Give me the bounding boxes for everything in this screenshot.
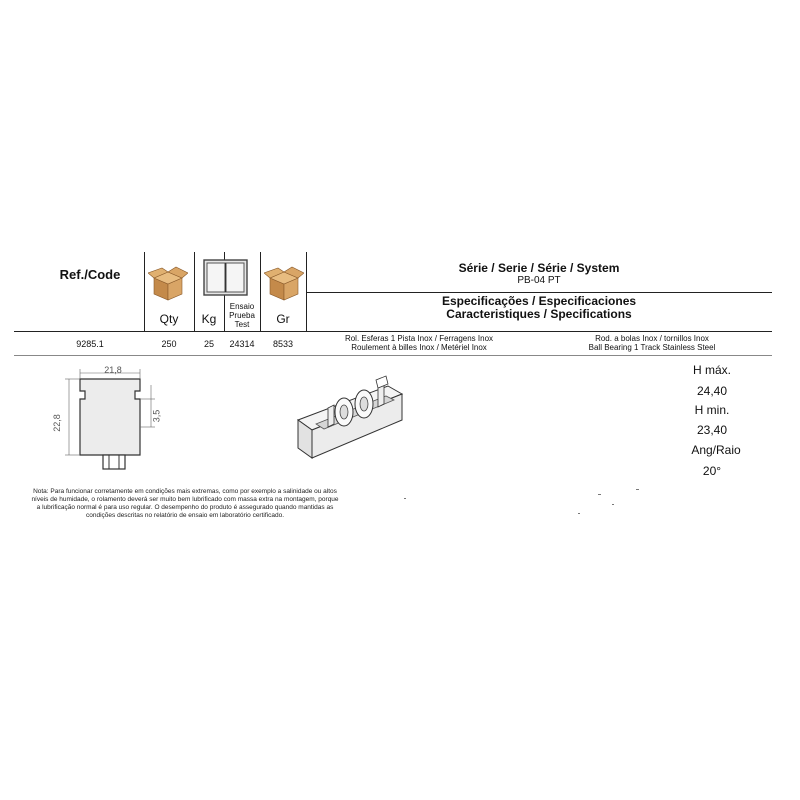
h-min-label: H min.	[694, 403, 730, 417]
divider	[306, 292, 772, 293]
ref-code-header: Ref./Code	[59, 267, 121, 282]
scan-dot	[612, 504, 614, 505]
row-spec-left-2: Roulement à billes Inox / Metériel Inox	[351, 343, 487, 352]
kg-header: Kg	[201, 312, 217, 326]
scan-dot	[404, 498, 406, 499]
box-icon	[264, 264, 304, 302]
spec-header-line1: Especificações / Especificaciones	[441, 294, 637, 308]
ang-value: 20°	[702, 464, 722, 478]
footnote-line: Nota: Para funcionar corretamente em condições mais extremas, como por exemplo a salinidade ou altos	[33, 488, 337, 495]
row-kg: 25	[203, 339, 214, 349]
row-qty: 250	[161, 339, 177, 349]
divider	[14, 331, 772, 332]
offset-dimension: 3,5	[151, 409, 162, 423]
footnote-line: níveis de humidade, o rolamento deverá ser muito bem lubrificado com massa extra na montagem, porque	[31, 496, 339, 503]
footnote-line: a lubrificação normal é para uso regular. O desempenho do produto é assegurado quando mantidas as	[36, 504, 334, 511]
gr-header: Gr	[276, 312, 290, 326]
footnote-line: condições descritas no relatório de ensaio em laboratório certificado.	[86, 512, 284, 519]
qty-header: Qty	[159, 312, 179, 326]
h-max-value: 24,40	[696, 384, 728, 398]
test-header-line: Test	[234, 320, 250, 329]
divider	[14, 355, 772, 356]
row-spec-right-1: Rod. a bolas Inox / tornillos Inox	[595, 334, 709, 343]
scan-dot	[636, 489, 639, 490]
row-gr: 8533	[272, 339, 294, 349]
h-max-label: H máx.	[692, 363, 731, 377]
test-header-line: Prueba	[229, 311, 255, 320]
series-value: PB-04 PT	[517, 275, 561, 286]
product-iso-drawing	[290, 368, 420, 468]
spec-header-line2: Caracteristiques / Specifications	[446, 307, 632, 321]
ang-label: Ang/Raio	[691, 443, 741, 457]
window-icon	[203, 259, 248, 296]
h-min-value: 23,40	[696, 423, 728, 437]
scan-dot	[578, 513, 580, 514]
height-dimension: 22,8	[51, 414, 62, 432]
row-code: 9285.1	[76, 339, 104, 349]
row-spec-left-1: Rol. Esferas 1 Pista Inox / Ferragens Inox	[344, 334, 494, 343]
test-header-line: Ensaio	[229, 302, 255, 311]
row-spec-right-2: Ball Bearing 1 Track Stainless Steel	[588, 343, 716, 352]
test-header	[224, 302, 260, 329]
series-title: Série / Serie / Série / System	[458, 261, 620, 275]
width-dimension: 21,8	[104, 365, 122, 375]
footnote	[14, 488, 356, 520]
scan-dot	[598, 494, 601, 495]
row-test: 24314	[229, 339, 255, 349]
box-icon	[148, 264, 188, 302]
